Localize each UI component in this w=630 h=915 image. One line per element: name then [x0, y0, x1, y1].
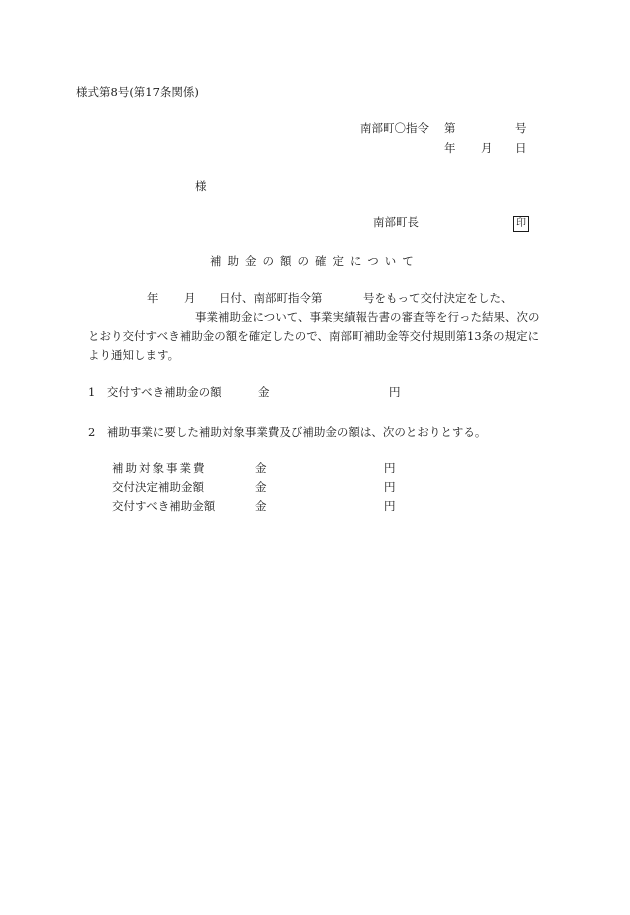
- date-month: 月: [481, 141, 493, 155]
- amount-row-yen: 円: [384, 461, 396, 475]
- issuer-number-prefix: 南部町〇指令: [360, 121, 429, 135]
- item1-label: 1 交付すべき補助金の額: [88, 385, 222, 399]
- body-year: 年: [147, 291, 159, 305]
- form-label: 様式第8号(第17条関係): [76, 85, 199, 99]
- seal-mark: 印: [513, 216, 529, 232]
- body-line4: より通知します。: [88, 348, 180, 362]
- amount-row-label: 交付決定補助金額: [112, 480, 204, 494]
- amount-row-kin: 金: [255, 499, 267, 513]
- issuer-number-go: 号: [515, 121, 527, 135]
- item1-yen: 円: [389, 385, 401, 399]
- amount-row-kin: 金: [255, 480, 267, 494]
- body-line1-text: 日付、南部町指令第: [219, 291, 323, 305]
- amount-row-label: 交付すべき補助金額: [112, 499, 216, 513]
- amount-row-yen: 円: [384, 480, 396, 494]
- issuer-number-dai: 第: [444, 121, 456, 135]
- item1-kin: 金: [258, 385, 270, 399]
- sender-name: 南部町長: [373, 215, 419, 229]
- body-line3: とおり交付すべき補助金の額を確定したので、南部町補助金等交付規則第13条の規定に: [88, 329, 540, 343]
- document-title: 補助金の額の確定について: [210, 254, 420, 268]
- date-year: 年: [444, 141, 456, 155]
- body-line1-end: 号をもって交付決定をした、: [363, 291, 513, 305]
- amount-row-label: 補助対象事業費: [112, 461, 207, 475]
- item2-label: 2 補助事業に要した補助対象事業費及び補助金の額は、次のとおりとする。: [88, 425, 487, 439]
- date-day: 日: [515, 141, 527, 155]
- addressee-suffix: 様: [195, 179, 207, 193]
- body-line2: 事業補助金について、事業実績報告書の審査等を行った結果、次の: [195, 310, 540, 324]
- body-month: 月: [184, 291, 196, 305]
- amount-row-kin: 金: [255, 461, 267, 475]
- amount-row-yen: 円: [384, 499, 396, 513]
